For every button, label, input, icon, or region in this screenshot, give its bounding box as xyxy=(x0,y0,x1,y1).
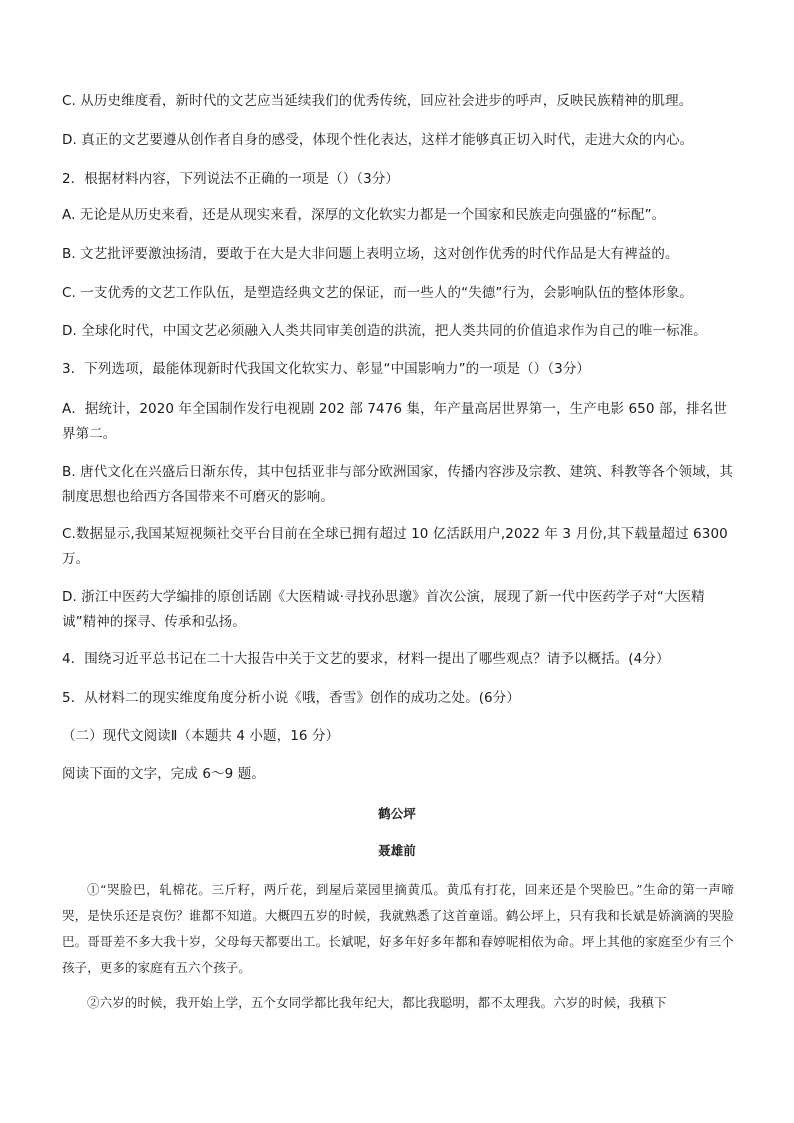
paragraph-2: ②六岁的时候，我开始上学，五个女同学都比我年纪大，都比我聪明，都不太理我。六岁的时候，我稹下 xyxy=(87,995,667,1010)
article-title: 鹤公坪 xyxy=(378,806,416,821)
question-3: 3．下列选项，最能体现新时代我国文化软实力、彰显“中国影响力”的一项是（）（3分） xyxy=(62,361,591,377)
q2-option-c: C. 一支优秀的文艺工作队伍，是塑造经典文艺的保证，而一些人的“失德”行为，会影响队伍的整体形象。 xyxy=(62,285,693,301)
q3-option-b: B. 唐代文化在兴盛后日渐东传，其中包括亚非与部分欧洲国家，传播内容涉及宗教、建筑、科教等各个领域，其制度思想也给西方各国带来不可磨灭的影响。 xyxy=(62,464,733,505)
q3-option-d: D. 浙江中医药大学编排的原创话剧《大医精诚·寻找孙思邈》首次公演，展现了新一代中医药学子对“大医精诚”精神的探寻、传承和弘扬。 xyxy=(62,589,705,630)
q2-option-a: A. 无论是从历史来看，还是从现实来看，深厚的文化软实力都是一个国家和民族走向强盛的“标配”。 xyxy=(62,207,666,223)
q3-option-c: C.数据显示,我国某短视频社交平台目前在全球已拥有超过 10 亿活跃用户,2022 年 3 月份,其下载量超过 6300 万。 xyxy=(62,526,728,567)
q2-option-d: D. 全球化时代，中国文艺必须融入人类共同审美创造的洪流，把人类共同的价值追求作为自己的唯一标准。 xyxy=(62,323,707,339)
q2-option-b: B. 文艺批评要激浊扬清，要敢于在大是大非问题上表明立场，这对创作优秀的时代作品是大有裨益的。 xyxy=(62,246,679,262)
reading-instruction: 阅读下面的文字，完成 6～9 题。 xyxy=(62,766,265,782)
q3-option-a: A．据统计，2020 年全国制作发行电视剧 202 部 7476 集，年产量高居世界第一，生产电影 650 部，排名世界第二。 xyxy=(62,401,727,442)
article-author: 聂雄前 xyxy=(378,843,416,858)
option-c-line: C. 从历史维度看，新时代的文艺应当延续我们的优秀传统，回应社会进步的呼声，反映民族精神的肌理。 xyxy=(62,93,693,109)
question-5: 5．从材料二的现实维度角度分析小说《哦，香雪》创作的成功之处。(6分） xyxy=(62,690,520,706)
paragraph-1: ①“哭脸巴，轧棉花。三斤籽，两斤花，到屋后菜园里摘黄瓜。黄瓜有打花，回来还是个哭脸巴。”生命的第一声啼哭，是快乐还是哀伤？谁都不知道。大概四五岁的时候，我就熟悉了这首童谣。鹤公坪上，只有我和长斌是娇滴滴的哭脸巴。哥哥差不多大我十岁，父母每天都要出工。长斌呢，好多年好多年都和春婷呢相依为命。坪上其他的家庭至少有三个孩子，更多的家庭有五六个孩子。 xyxy=(62,882,734,975)
section-heading: （二）现代文阅读Ⅱ（本题共 4 小题，16 分） xyxy=(62,728,340,744)
option-d-line: D. 真正的文艺要遵从创作者自身的感受，体现个性化表达，这样才能够真正切入时代，走进大众的内心。 xyxy=(62,132,694,148)
question-2: 2．根据材料内容，下列说法不正确的一项是（）（3分） xyxy=(62,171,400,187)
question-4: 4．围绕习近平总书记在二十大报告中关于文艺的要求，材料一提出了哪些观点？请予以概括。(4分） xyxy=(62,651,670,667)
